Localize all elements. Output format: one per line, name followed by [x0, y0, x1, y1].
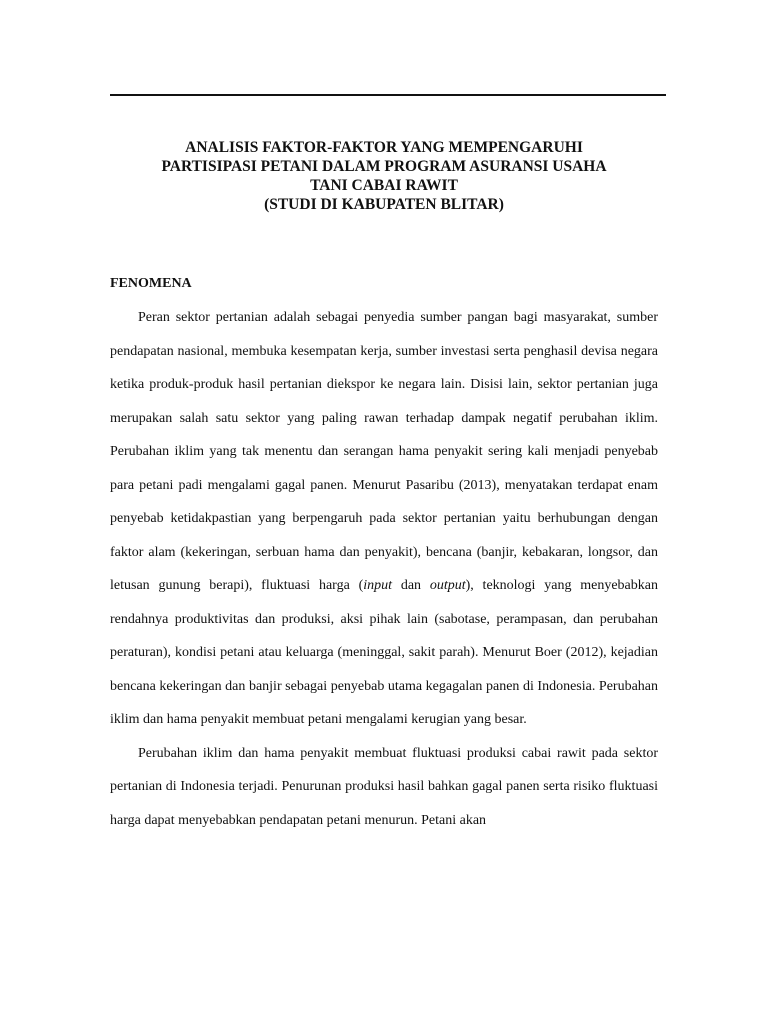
italic-term-input: input: [363, 578, 393, 593]
title-line-4: (STUDI DI KABUPATEN BLITAR): [264, 196, 504, 213]
header-rule: [110, 94, 666, 96]
title-line-3: TANI CABAI RAWIT: [310, 177, 458, 194]
paragraph-1-part-1: Peran sektor pertanian adalah sebagai penyedia sumber pangan bagi masyarakat, sumber pendapatan nasional, membuka kesempatan kerja, sumber investasi serta penghasil devisa negara ketika produk-produk hasil pertanian diekspor ke negara lain. Disisi lain, sektor pertanian juga merupakan salah satu sektor yang paling rawan terhadap dampak negatif perubahan iklim. Perubahan iklim yang tak menentu dan serangan hama penyakit sering kali menjadi penyebab para petani padi mengalami gagal panen. Menurut Pasaribu (2013), menyatakan terdapat enam penyebab ketidakpastian yang berpengaruh pada sektor pertanian yaitu berhubungan dengan faktor alam (kekeringan, serbuan hama dan penyakit), bencana (banjir, kebakaran, longsor, dan letusan gunung berapi), fluktuasi harga (: [110, 310, 658, 593]
paragraph-2: Perubahan iklim dan hama penyakit membuat fluktuasi produksi cabai rawit pada sektor pertanian di Indonesia terjadi. Penurunan produksi hasil bahkan gagal panen serta risiko fluktuasi harga dapat menyebabkan pendapatan petani menurun. Petani akan: [110, 745, 658, 828]
paragraph-1-part-2: dan: [392, 578, 430, 593]
title-line-1: ANALISIS FAKTOR-FAKTOR YANG MEMPENGARUHI: [185, 139, 583, 156]
body-text: [110, 301, 658, 837]
title-line-2: PARTISIPASI PETANI DALAM PROGRAM ASURANSI USAHA: [161, 158, 607, 175]
italic-term-output: output: [429, 578, 466, 593]
section-heading: FENOMENA: [110, 276, 192, 291]
paragraph-1-part-3: ), teknologi yang menyebabkan rendahnya produktivitas dan produksi, aksi pihak lain (sabotase, perampasan, dan perubahan peraturan), kondisi petani atau keluarga (meninggal, sakit parah). Menurut Boer (2012), kejadian bencana kekeringan dan banjir sebagai penyebab utama kegagalan panen di Indonesia. Perubahan iklim dan hama penyakit membuat petani mengalami kerugian yang besar.: [110, 578, 658, 727]
document-title: [110, 138, 658, 214]
paragraph-1: [110, 301, 658, 737]
